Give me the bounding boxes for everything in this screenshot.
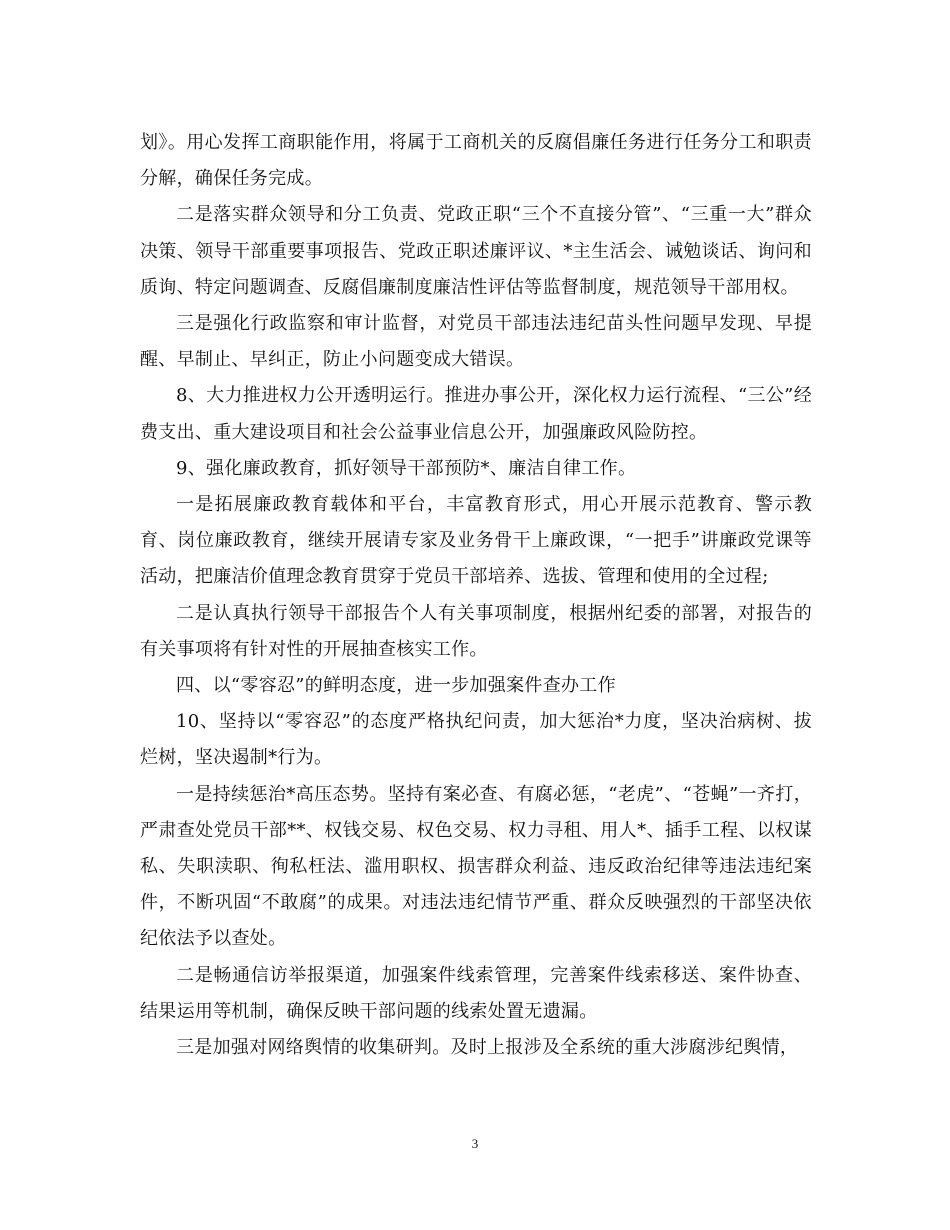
paragraph: 三是强化行政监察和审计监督，对党员干部违法违纪苗头性问题早发现、早提醒、早制止、早纠正，防止小问题变成大错误。 — [140, 313, 812, 371]
section-heading: 四、以“零容忍”的鲜明态度，进一步加强案件查办工作 — [176, 675, 616, 697]
page-number: 3 — [471, 1136, 479, 1151]
paragraph: 二是畅通信访举报渠道，加强案件线索管理，完善案件线索移送、案件协查、结果运用等机制，确保反映干部问题的线索处置无遗漏。 — [140, 964, 812, 1022]
document-body — [140, 125, 812, 1066]
paragraph: 划》。用心发挥工商职能作用，将属于工商机关的反腐倡廉任务进行任务分工和职责分解，确保任务完成。 — [140, 132, 812, 190]
paragraph: 三是加强对网络舆情的收集研判。及时上报涉及全系统的重大涉腐涉纪舆情， — [176, 1037, 799, 1059]
paragraph: 9、强化廉政教育，抓好领导干部预防*、廉洁自律工作。 — [176, 457, 637, 479]
paragraph: 10、坚持以“零容忍”的态度严格执纪问责，加大惩治*力度，坚决治病树、拔烂树，坚决遏制*行为。 — [140, 711, 812, 769]
paragraph: 二是认真执行领导干部报告个人有关事项制度，根据州纪委的部署，对报告的有关事项将有针对性的开展抽查核实工作。 — [140, 602, 812, 660]
paragraph: 一是持续惩治*高压态势。坚持有案必查、有腐必惩，“老虎”、“苍蝇”一齐打，严肃查处党员干部**、权钱交易、权色交易、权力寻租、用人*、插手工程、以权谋私、失职渎职、徇私枉法、滥用职权、损害群众利益、违反政治纪律等违法违纪案件，不断巩固“不敢腐”的成果。对违法违纪情节严重、群众反映强烈的干部坚决依纪依法予以查处。 — [140, 783, 812, 950]
paragraph: 二是落实群众领导和分工负责、党政正职“三个不直接分管”、“三重一大”群众决策、领导干部重要事项报告、党政正职述廉评议、*主生活会、诫勉谈话、询问和质询、特定问题调查、反腐倡廉制度廉洁性评估等监督制度，规范领导干部用权。 — [140, 204, 812, 298]
paragraph: 一是拓展廉政教育载体和平台，丰富教育形式，用心开展示范教育、警示教育、岗位廉政教育，继续开展请专家及业务骨干上廉政课，“一把手”讲廉政党课等活动，把廉洁价值理念教育贯穿于党员干部培养、选拔、管理和使用的全过程; — [140, 494, 812, 588]
paragraph: 8、大力推进权力公开透明运行。推进办事公开，深化权力运行流程、“三公”经费支出、重大建设项目和社会公益事业信息公开，加强廉政风险防控。 — [140, 385, 812, 443]
